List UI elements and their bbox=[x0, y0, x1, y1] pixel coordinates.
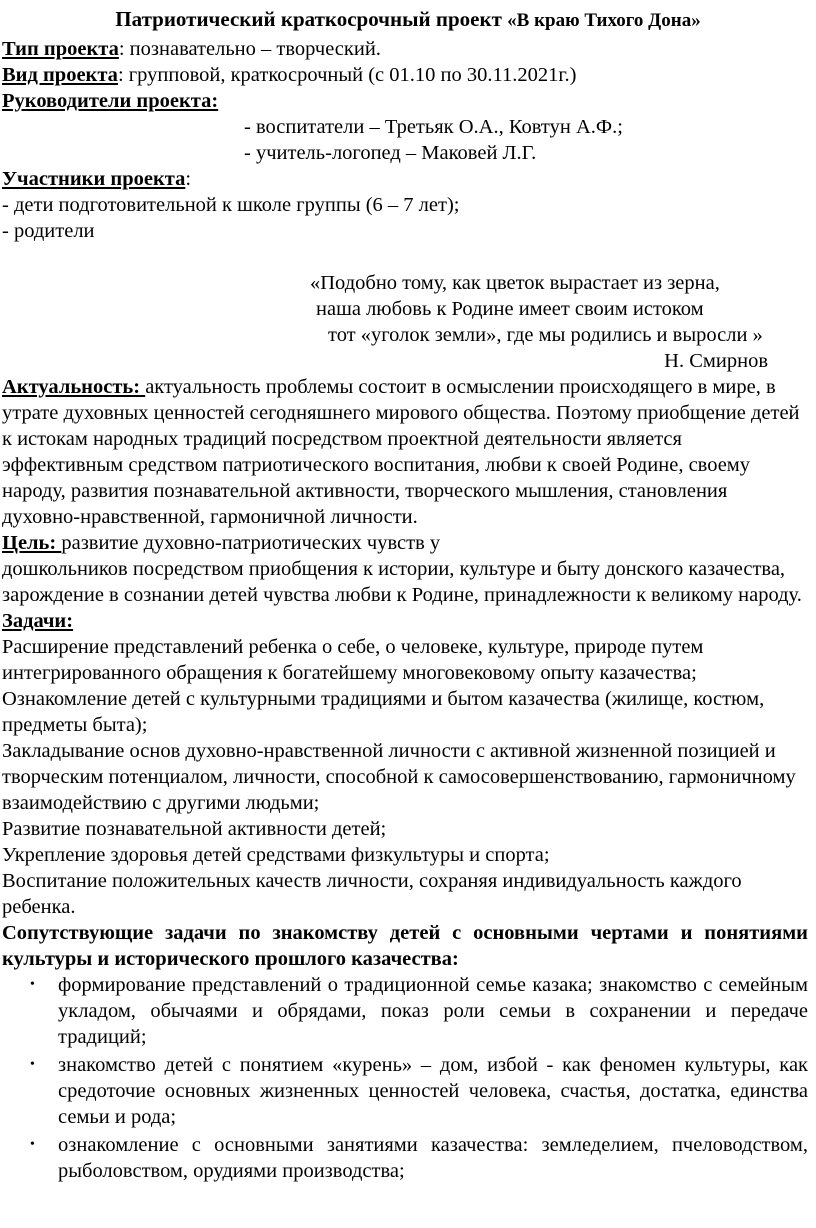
accompanying-heading: Сопутствующие задачи по знакомству детей с основными чертами и понятиями культуры и исторического прошлого казачества: bbox=[2, 922, 808, 970]
relevance-text: актуальность проблемы состоит в осмыслении происходящего в мире, в утрате духовных ценностей сегодняшнего мирового общества. Поэтому приобщение детей к истокам народных традиций посредством проектной деятельности является эффективным средством патриотического воспитания, любви к своей Родине, своему народу, развития познавательной активности, творческого мышления, становления духовно-нравственной, гармоничной личности. bbox=[2, 376, 800, 528]
relevance-label: Актуальность: bbox=[2, 376, 146, 398]
project-type-value: : познавательно – творческий. bbox=[118, 38, 381, 60]
leaders-heading bbox=[0, 88, 812, 114]
accompanying-item: • формирование представлений о традиционной семье казака; знакомство с семейным укладом, обычаями и обрядами, показ роли семьи в сохранении и передаче традиций; bbox=[0, 972, 812, 1050]
leader-line-1: - воспитатели – Третьяк О.А., Ковтун А.Ф.; bbox=[244, 116, 623, 138]
participants-line-2: - родители bbox=[2, 220, 95, 242]
accompanying-list bbox=[0, 972, 812, 1184]
goal-line-1: развитие духовно-патриотических чувств у bbox=[61, 532, 441, 554]
task-item: Ознакомление детей с культурными традициями и бытом казачества (жилище, костюм, предметы быта); bbox=[2, 688, 765, 736]
document-title bbox=[0, 6, 812, 34]
task-item: Закладывание основ духовно-нравственной личности с активной жизненной позицией и творческим потенциалом, личности, способной к самосовершенствованию, гармоничному взаимодействию с другими людьми; bbox=[2, 740, 796, 814]
leaders-label: Руководители проекта: bbox=[2, 90, 219, 112]
task-item: Укрепление здоровья детей средствами физкультуры и спорта; bbox=[2, 844, 550, 866]
tasks-label: Задачи: bbox=[2, 610, 74, 632]
leader-line-2: - учитель-логопед – Маковей Л.Г. bbox=[244, 142, 537, 164]
accompanying-item: • знакомство детей с понятием «курень» – дом, избой - как феномен культуры, как средоточие основных жизненных ценностей человека, счастья, достатка, единства семьи и рода; bbox=[0, 1052, 812, 1130]
task-item: Расширение представлений ребенка о себе, о человеке, культуре, природе путем интегрированного обращения к богатейшему многовековому опыту казачества; bbox=[2, 636, 704, 684]
accompanying-item: • ознакомление с основными занятиями казачества: земледелием, пчеловодством, рыболовством, орудиями производства; bbox=[0, 1132, 812, 1184]
epigraph-author: Н. Смирнов bbox=[664, 350, 768, 372]
participants-label: Участники проекта bbox=[2, 168, 186, 190]
task-item: Воспитание положительных качеств личности, сохраняя индивидуальность каждого ребенка. bbox=[2, 870, 742, 918]
project-type bbox=[0, 36, 812, 62]
epigraph-line-1: «Подобно тому, как цветок вырастает из зерна, bbox=[310, 272, 720, 294]
tasks-heading bbox=[0, 608, 812, 634]
participants-heading bbox=[0, 166, 812, 192]
participants-colon: : bbox=[185, 168, 192, 190]
goal-text: дошкольников посредством приобщения к истории, культуре и быту донского казачества, зарождение в сознании детей чувства любви к Родине, принадлежности к великому народу. bbox=[2, 558, 802, 606]
project-kind-value: : групповой, краткосрочный (с 01.10 по 30.11.2021г.) bbox=[117, 64, 577, 86]
epigraph-line-3: тот «уголок земли», где мы родились и выросли » bbox=[328, 324, 763, 346]
relevance-paragraph bbox=[0, 374, 812, 530]
title-quote: «В краю Тихого Дона» bbox=[507, 10, 701, 31]
project-kind bbox=[0, 62, 812, 88]
project-type-label: Тип проекта bbox=[2, 38, 119, 60]
epigraph bbox=[0, 270, 812, 374]
task-item: Развитие познавательной активности детей; bbox=[2, 818, 387, 840]
goal-paragraph bbox=[0, 530, 812, 556]
project-kind-label: Вид проекта bbox=[2, 64, 118, 86]
epigraph-line-2: наша любовь к Родине имеет своим истоком bbox=[316, 298, 704, 320]
participants-line-1: - дети подготовительной к школе группы (6 – 7 лет); bbox=[2, 194, 460, 216]
tasks-list bbox=[0, 634, 812, 920]
title-main: Патриотический краткосрочный проект bbox=[115, 7, 508, 31]
goal-label: Цель: bbox=[2, 532, 62, 554]
